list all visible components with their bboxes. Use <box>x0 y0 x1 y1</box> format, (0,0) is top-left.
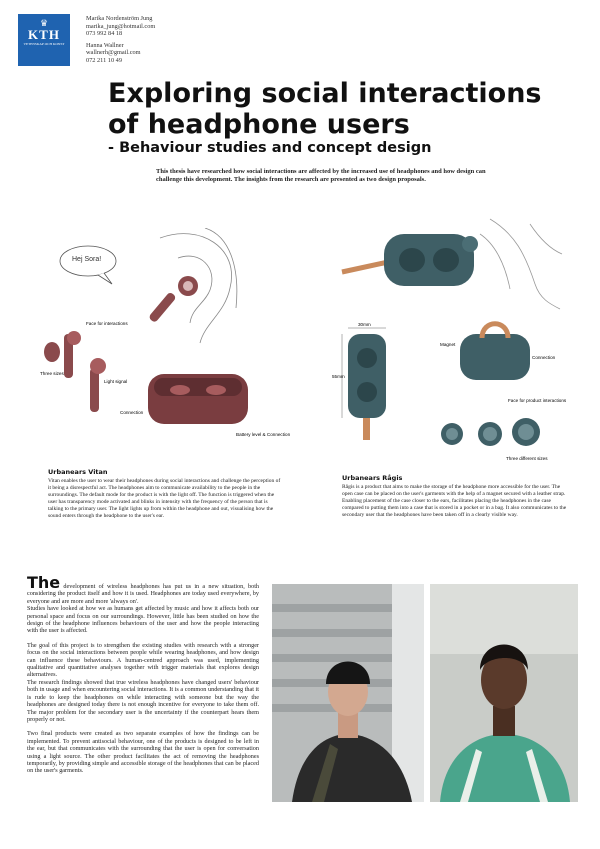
contact-phone: 072 211 10 49 <box>86 56 122 64</box>
label-sizes: Three different sizes <box>506 456 548 461</box>
case-dimensions <box>342 328 386 440</box>
earbuds-three-sizes <box>441 418 540 446</box>
charging-case <box>148 374 248 424</box>
paragraph-2-text: The goal of this project is to strengthen the existing studies with research with a stronger focus on the social interactions between people while wearing headphones, and how design can influence these behaviours. A human-centred approach was used, implementing qualitative and quantitative analyses together with trigger materials that explores design alternatives. <box>27 641 259 679</box>
page-title: Exploring social interactions of headphone users <box>108 78 542 140</box>
logo-text: KTH <box>28 27 60 42</box>
intro-text: This thesis have researched how social interactions are affected by the increased use of headphones and how design can challenge this development. The insights from the research are presented as two design proposals. <box>156 168 486 184</box>
photo-man-tracksuit <box>430 584 578 802</box>
logo-subtext: VETENSKAP OCH KONST <box>23 42 65 46</box>
ear-sketch-icon <box>160 228 237 343</box>
hand-sketch-icon <box>480 219 562 309</box>
page-subtitle: - Behaviour studies and concept design <box>108 140 432 156</box>
contact-email[interactable]: marika_jung@hotmail.com <box>86 22 156 30</box>
crown-icon: ♛ <box>39 18 49 28</box>
label-connection: Connection <box>532 355 556 360</box>
paragraph-1b-text: Studies have looked at how we as humans get affected by music and how it affects both our personal space and focus on our surroundings. However, little has been studied on how the design of the headphone influences behaviours of the user and how the people interacting with the user is affected. <box>27 605 259 635</box>
paragraph-3: Two final products were created as two separate examples of how the findings can be implemented. To prevent antisocial behaviour, one of the products is designed to be left in the ear, but that communicates with the surrounding that the user is open for conversation using a light source. The other product facilitates the act of removing the headphones temporarily, by providing simple and accessible storage of the headphones that can be placed on the user's garments. <box>27 730 259 775</box>
label-light: Light signal <box>104 379 128 384</box>
label-magnet: Magnet <box>440 342 456 347</box>
kth-logo <box>18 14 70 66</box>
label-battery: Battery level & Connection <box>236 432 291 437</box>
speech-text: Hej Sora! <box>72 256 102 263</box>
lead-word: The <box>27 573 61 592</box>
earbud-in-ear <box>148 276 198 323</box>
paragraph-2 <box>27 642 259 723</box>
label-height: 55mm <box>332 374 345 379</box>
ragis-name: Urbanears Rågis <box>342 474 403 482</box>
contact-phone: 073 992 84 18 <box>86 30 123 38</box>
paragraph-2b-text: The research findings showed that true wireless headphones have changed users' behaviour both in usage and when encountering social interactions. It is a common understanding that it is rude to keep the headphones on while interacting with someone but the way the headphones are designed today there is not enough incentive for everyone to take them off. The major problem for the secondary user is the uncertainty if the counterpart hears them properly or not. <box>27 678 259 723</box>
label-face: Face for product interactions <box>508 398 567 403</box>
label-sizes: Three sizes <box>40 371 64 376</box>
contact-block <box>86 15 155 65</box>
paragraph-1-text: development of wireless headphones has put us in a new situation, both considering the product itself and how it is used. Headphones are today used everywhere, by everyone and are more and more 'always on'. <box>27 583 260 605</box>
open-case-top <box>342 234 478 286</box>
vitan-description: Vitan enables the user to wear their headphones during social interactions and challenge the perception of it being a disrespectful act. The headphones aim to communicate availability to the people in the surroundings. The default mode for the product is with the light off. The function is triggered when the user has transparency mode activated and blinks in intensity with the frequency of the person that is talking to the primary user. The light lights up from within the headphone and out, visualising how the sound enters through the headphone to the user's ear. <box>48 478 281 519</box>
label-width: 30mm <box>358 322 371 327</box>
vitan-name: Urbanears Vitan <box>48 468 108 476</box>
ragis-description: Rågis is a product that aims to make the storage of the headphone more accessible for the user. The open case can be placed on the user's garments with the help of a magnet secured with a leather strap. Enabling placement of the case closer to the ears, facilitates placing the headphones in the case compared to putting them into a case that is stored in a pocket or in a bag. It also communicates to the secondary user that the headphones have been taken off in a clearly visible way. <box>342 484 567 518</box>
label-connection: Connection <box>120 410 144 415</box>
contact-name: Hanna Wallner <box>86 41 124 49</box>
speech-bubble <box>60 246 116 284</box>
contact-name: Marika Nordenström Jung <box>86 15 153 22</box>
label-face: Face for interactions <box>86 321 128 326</box>
closed-case <box>460 324 530 380</box>
contact-email[interactable]: wallnerh@gmail.com <box>86 49 141 57</box>
paragraph-1 <box>27 573 260 635</box>
body-text <box>27 573 260 782</box>
ragis-illustration <box>330 214 570 464</box>
photo-man-hat <box>272 584 424 802</box>
